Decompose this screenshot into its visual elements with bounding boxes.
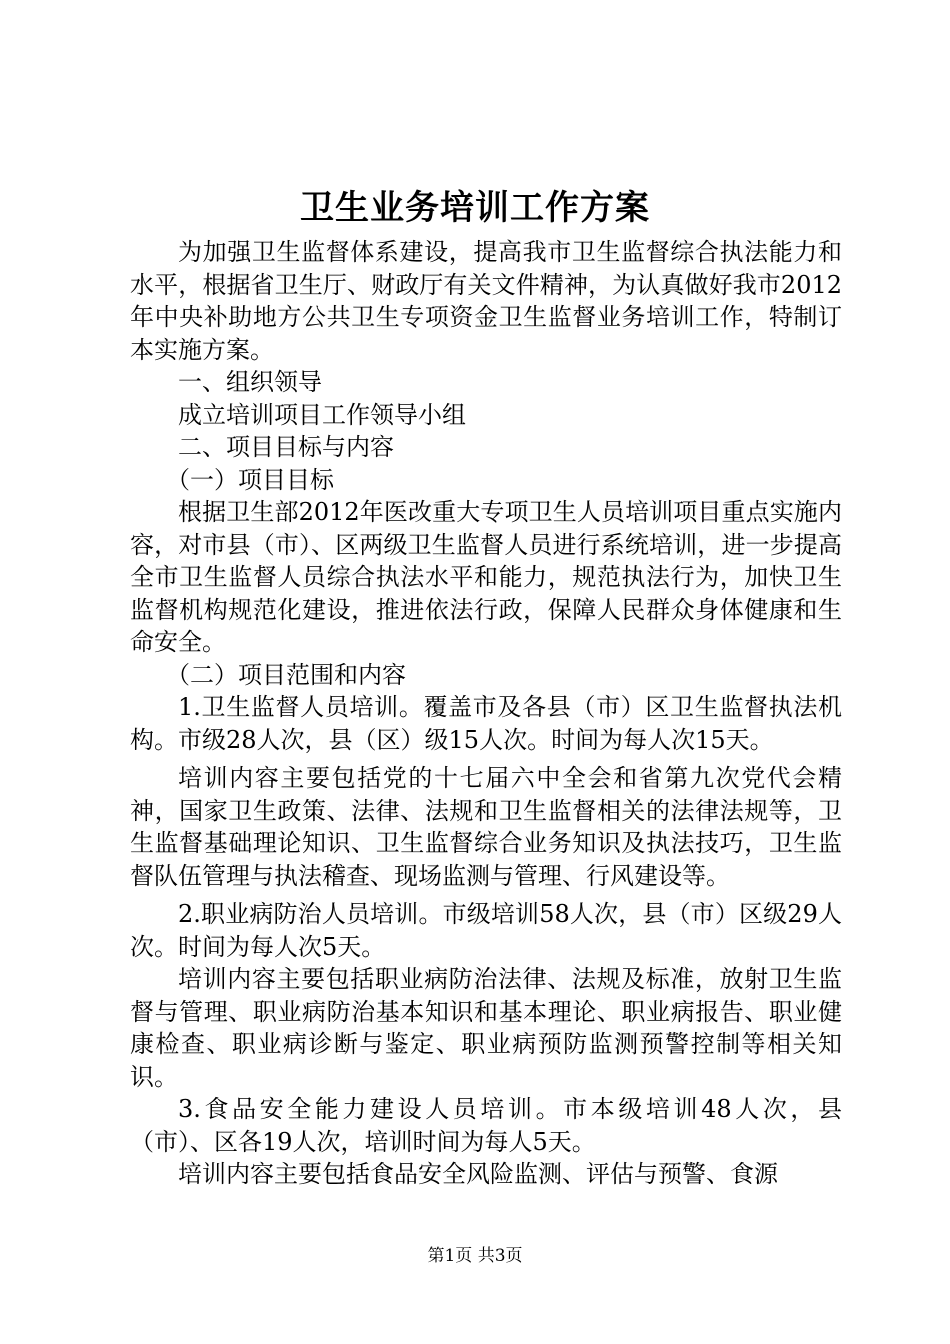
paragraph-item-3-content: 培训内容主要包括食品安全风险监测、评估与预警、食源: [178, 1160, 778, 1188]
paragraph-item-2: 2.职业病防治人员培训。市级培训58人次，县（市）区级29人次。时间为每人次5天。: [130, 900, 842, 961]
paragraph-item-1-content: 培训内容主要包括党的十七届六中全会和省第九次党代会精神，国家卫生政策、法律、法规和卫生监督相关的法律法规等，卫生监督基础理论知识、卫生监督综合业务知识及执法技巧，卫生监督队伍管理与执法稽查、现场监测与管理、行风建设等。: [130, 764, 842, 890]
subheading-scope: （二）项目范围和内容: [166, 660, 406, 689]
document-body: [130, 236, 842, 1191]
paragraph-item-2-content: 培训内容主要包括职业病防治法律、法规及标准，放射卫生监督与管理、职业病防治基本知识和基本理论、职业病报告、职业健康检查、职业病诊断与鉴定、职业病预防监测预警控制等相关知识。: [130, 965, 842, 1091]
heading-organization: 一、组织领导: [178, 368, 322, 396]
paragraph-item-1: 1.卫生监督人员培训。覆盖市及各县（市）区卫生监督执法机构。市级28人次，县（区）级15人次。时间为每人次15天。: [130, 693, 842, 754]
page-number: 第1页 共3页: [427, 1246, 523, 1266]
heading-goals-content: 二、项目目标与内容: [178, 433, 394, 461]
subheading-goals: （一）项目目标: [166, 465, 334, 494]
document-title: 卫生业务培训工作方案: [300, 188, 650, 228]
paragraph-goals: 根据卫生部2012年医改重大专项卫生人员培训项目重点实施内容，对市县（市）、区两级卫生监督人员进行系统培训，进一步提高全市卫生监督人员综合执法水平和能力，规范执法行为，加快卫生监督机构规范化建设，推进依法行政，保障人民群众身体健康和生命安全。: [130, 498, 842, 656]
paragraph-item-3: 3.食品安全能力建设人员培训。市本级培训48人次，县（市）、区各19人次，培训时间为每人5天。: [130, 1095, 842, 1156]
paragraph-leadership-group: 成立培训项目工作领导小组: [178, 400, 466, 429]
paragraph-intro: 为加强卫生监督体系建设，提高我市卫生监督综合执法能力和水平，根据省卫生厅、财政厅有关文件精神，为认真做好我市2012年中央补助地方公共卫生专项资金卫生监督业务培训工作，特制订本实施方案。: [130, 238, 842, 364]
